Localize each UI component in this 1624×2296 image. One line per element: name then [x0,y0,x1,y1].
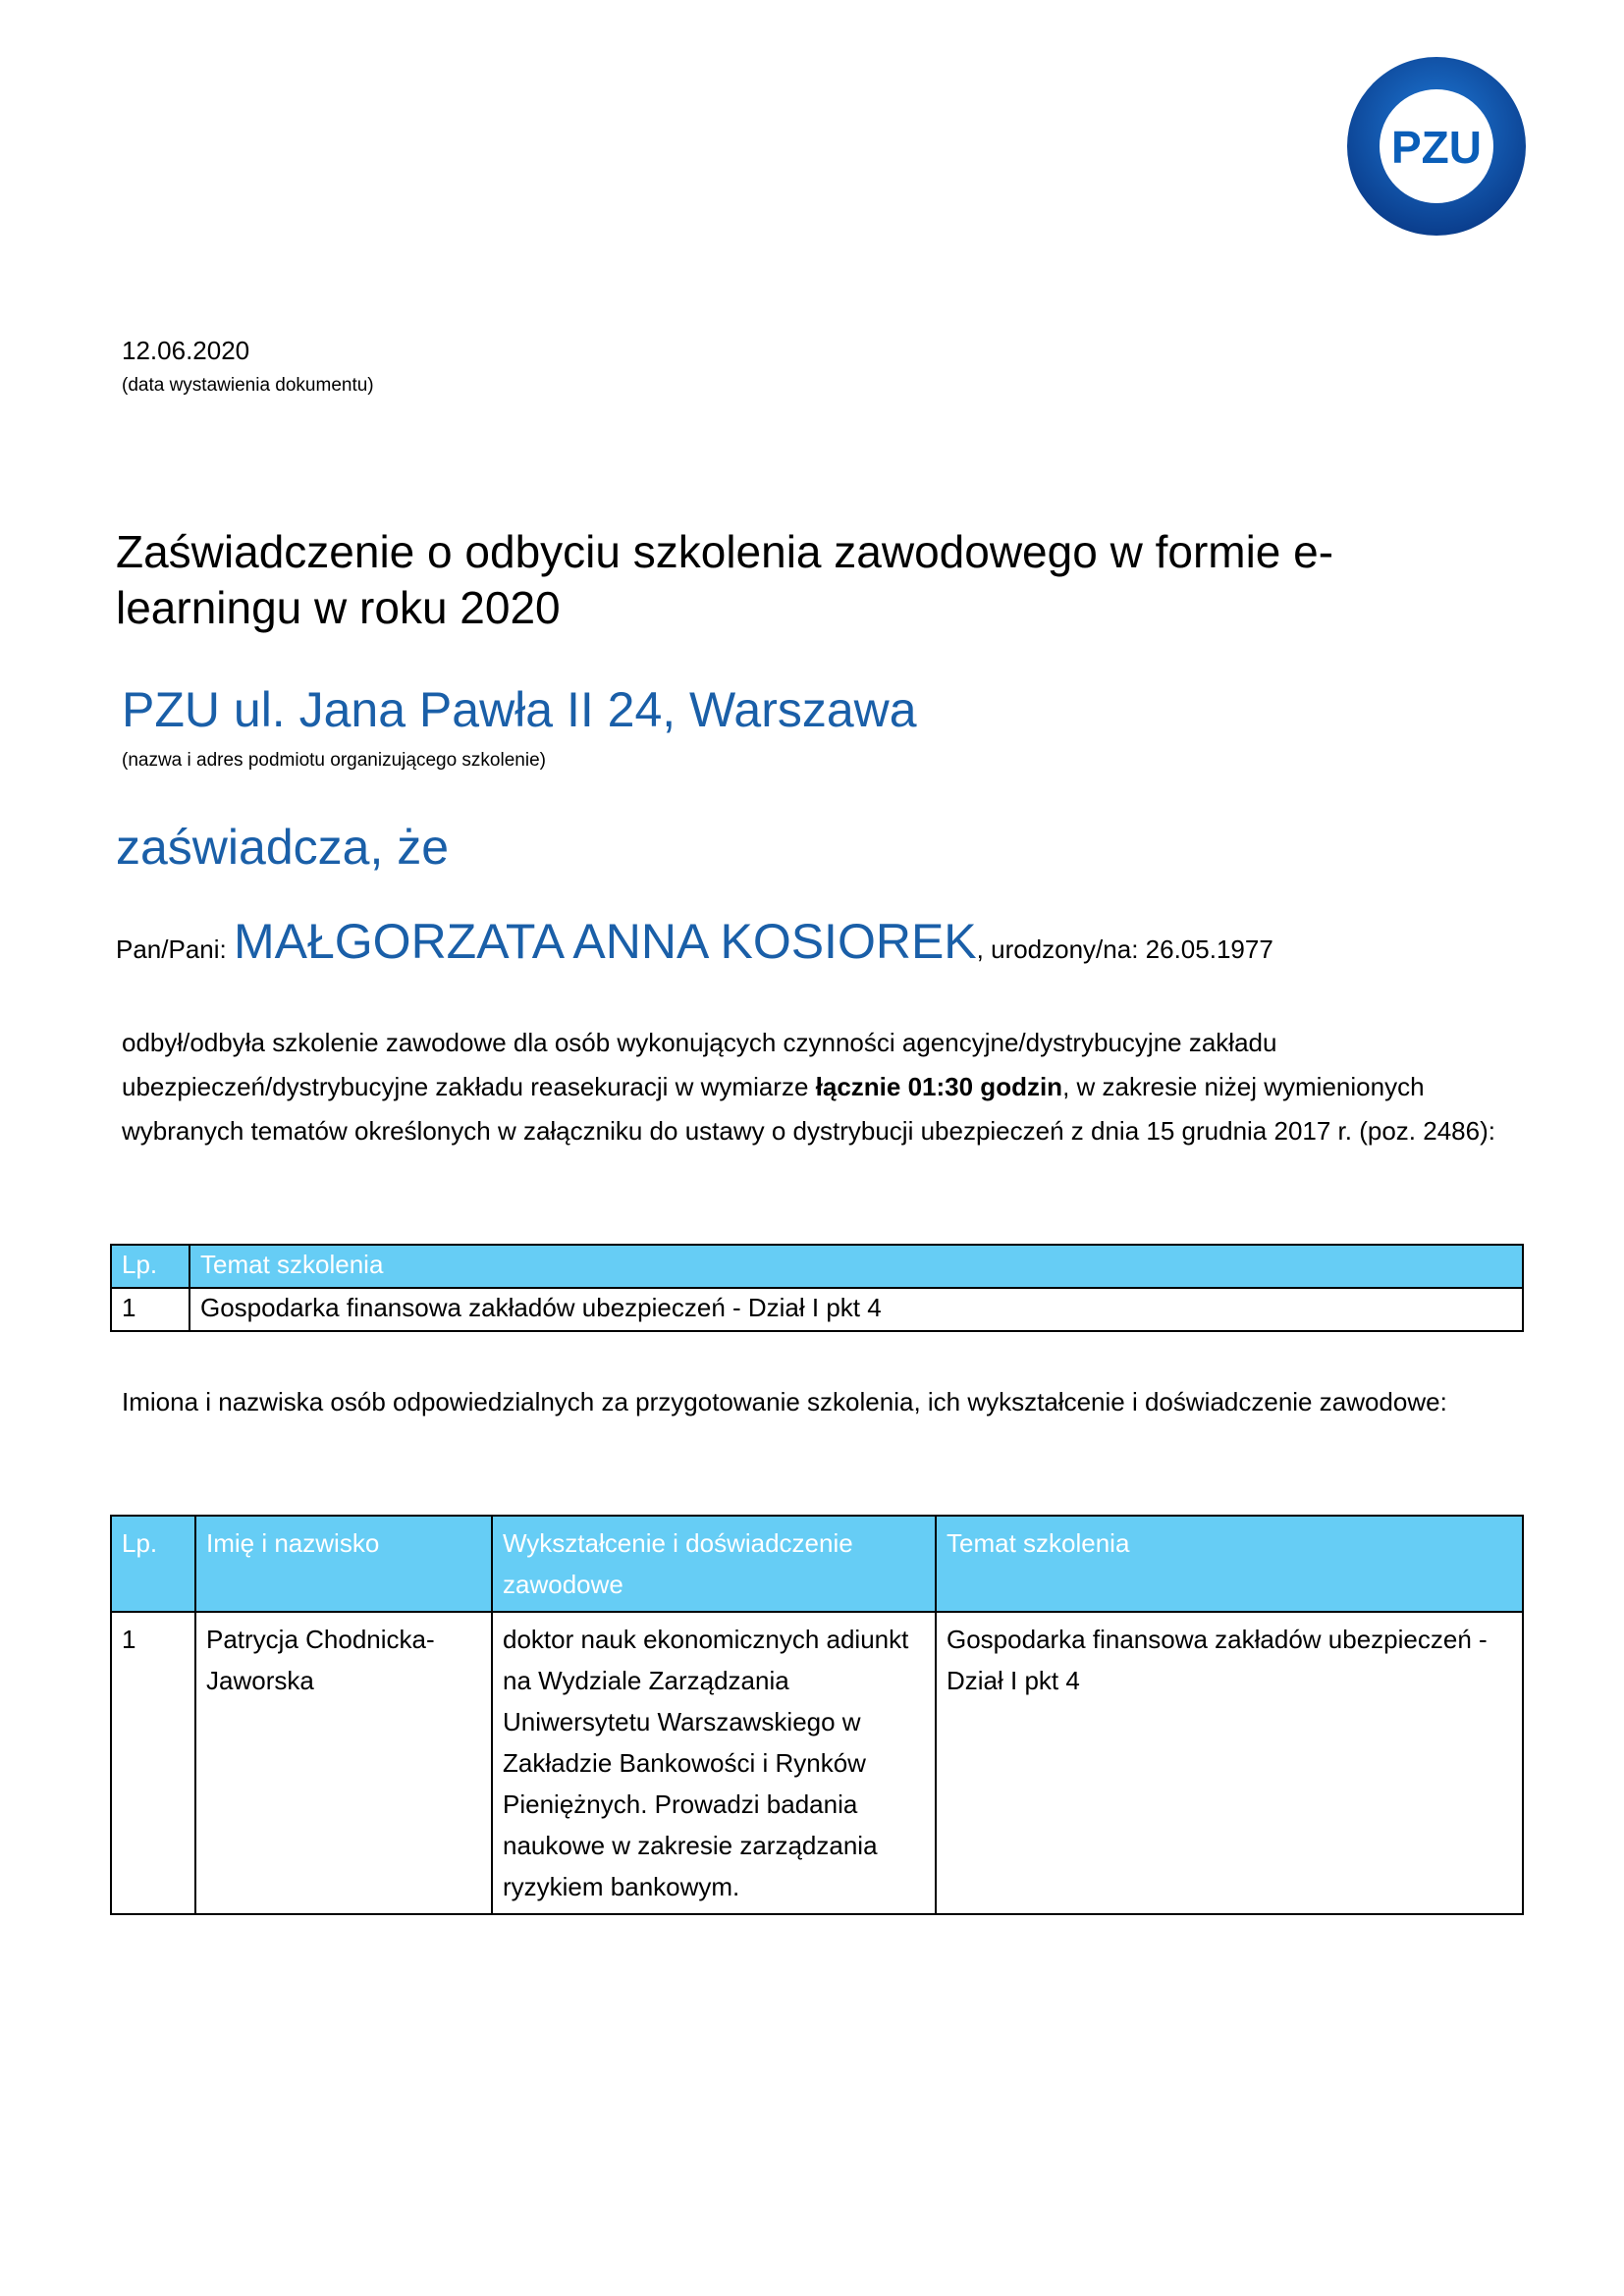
column-header: Temat szkolenia [936,1516,1523,1612]
trainers-table [110,1515,1524,1915]
person-prefix: Pan/Pani: [116,934,234,964]
table-cell: 1 [111,1612,195,1914]
training-hours: łącznie 01:30 godzin [815,1072,1063,1101]
column-header: Lp. [111,1245,189,1288]
person-birth: , urodzony/na: 26.05.1977 [976,934,1273,964]
column-header: Temat szkolenia [189,1245,1523,1288]
issue-date: 12.06.2020 [122,336,250,365]
person-name: MAŁGORZATA ANNA KOSIOREK [233,914,977,969]
column-header: Imię i nazwisko [195,1516,492,1612]
table-row [111,1288,1523,1331]
table-cell: Patrycja Chodnicka-Jaworska [195,1612,492,1914]
document-title: Zaświadczenie o odbyciu szkolenia zawodowego w formie e-learningu w roku 2020 [116,526,1334,633]
table-header-row [111,1245,1523,1288]
table-cell: 1 [111,1288,189,1331]
column-header: Wykształcenie i doświadczenie zawodowe [492,1516,936,1612]
organizer-name: PZU ul. Jana Pawła II 24, Warszawa [122,682,917,737]
trainers-intro: Imiona i nazwiska osób odpowiedzialnych za przygotowanie szkolenia, ich wykształcenie i doświadczenie zawodowe: [122,1387,1447,1416]
organizer-caption: (nazwa i adres podmiotu organizującego szkolenie) [122,750,546,771]
table-cell: doktor nauk ekonomicznych adiunkt na Wydziale Zarządzania Uniwersytetu Warszawskiego w Zakładzie Bankowości i Rynków Pieniężnych. Prowadzi badania naukowe w zakresie zarządzania ryzykiem bankowym. [492,1612,936,1914]
pzu-logo [1345,55,1528,238]
issue-date-caption: (data wystawienia dokumentu) [122,375,374,396]
certifies-heading: zaświadcza, że [116,820,450,875]
column-header: Lp. [111,1516,195,1612]
table-header-row [111,1516,1523,1612]
body-text-1: odbył/odbyła szkolenie zawodowe dla osób wykonujących czynności agencyjne/dystrybucyjne zakładu ubezpieczeń/dystrybucyjne zakładu reasekuracji w wymiarze [122,1028,1277,1101]
table-cell: Gospodarka finansowa zakładów ubezpieczeń - Dział I pkt 4 [189,1288,1523,1331]
body-text-2: , w zakresie niżej wymienionych wybranych tematów określonych w załączniku do ustawy o dystrybucji ubezpieczeń z dnia 15 grudnia 2017 r. (poz. 2486): [122,1072,1495,1146]
table-row [111,1612,1523,1914]
person-line [116,913,1273,970]
certificate-body [122,1021,1496,1153]
topics-table [110,1244,1524,1332]
table-cell: Gospodarka finansowa zakładów ubezpieczeń - Dział I pkt 4 [936,1612,1523,1914]
svg-text:PZU: PZU [1391,122,1482,173]
